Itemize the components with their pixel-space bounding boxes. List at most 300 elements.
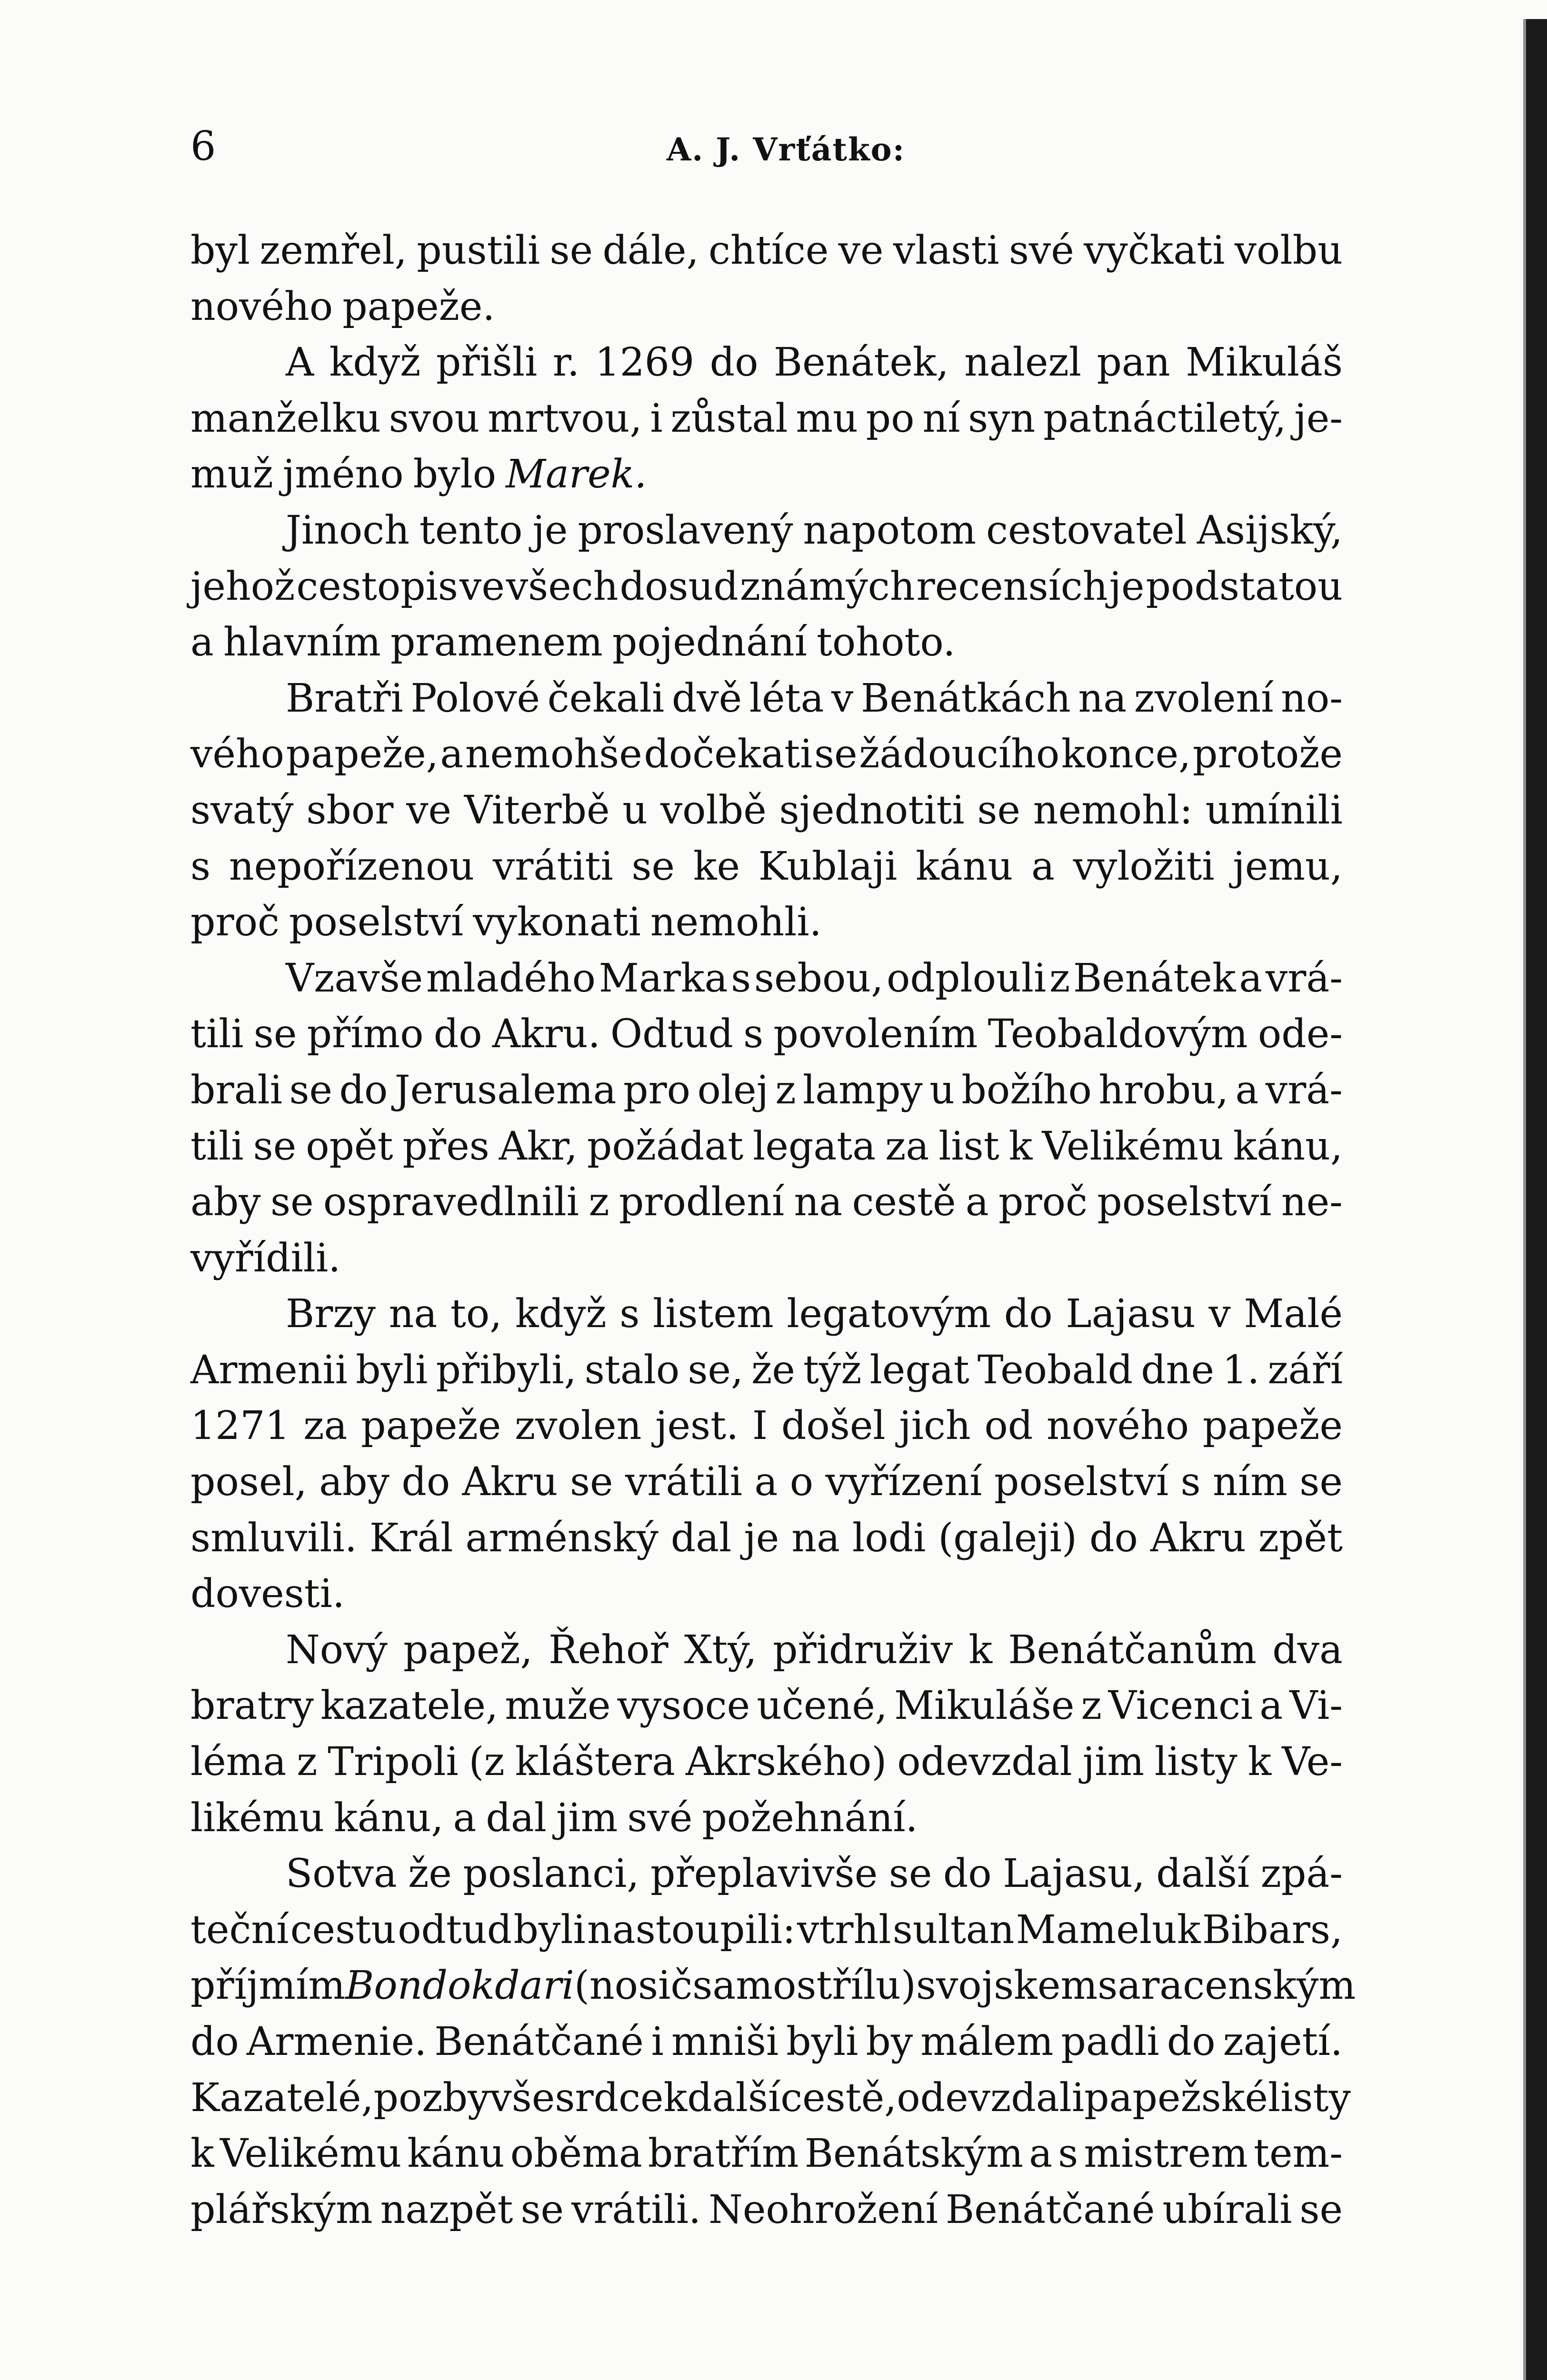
word: Armenie. xyxy=(246,2019,427,2064)
word: odevzdali xyxy=(897,2075,1085,2121)
word: se xyxy=(888,1851,932,1897)
word: ode- xyxy=(1258,1012,1343,1057)
word: na xyxy=(389,1291,438,1337)
word: vrá- xyxy=(1265,955,1343,1001)
word: proslavený xyxy=(578,507,793,553)
word: ne- xyxy=(1281,1180,1343,1225)
word: napotom xyxy=(803,507,977,553)
word: Viterbě xyxy=(464,787,610,833)
word: Vzavše xyxy=(286,955,423,1001)
word: Mikuláš xyxy=(1186,340,1343,386)
text-line xyxy=(190,726,1343,783)
word: všech xyxy=(506,564,619,609)
text-line xyxy=(190,391,1343,447)
word: Řehoř xyxy=(548,1627,669,1673)
word: nového xyxy=(190,284,333,329)
word: přímo xyxy=(307,1012,424,1057)
word: se xyxy=(549,228,593,273)
word: tili xyxy=(190,1012,244,1057)
word: 1269 xyxy=(595,340,695,386)
word: se xyxy=(270,1180,314,1225)
word: dále, xyxy=(602,228,699,273)
word: božího xyxy=(961,1067,1092,1113)
word: saracenským xyxy=(1098,1963,1356,2009)
word: I xyxy=(752,1403,768,1449)
word: je xyxy=(532,507,568,553)
word: Odtud xyxy=(610,1012,733,1057)
word: Teobaldovým xyxy=(988,1012,1248,1057)
word: r. xyxy=(552,340,580,386)
word: s xyxy=(190,843,211,889)
word: odplouli xyxy=(887,955,1047,1001)
text-line xyxy=(190,1902,1343,1958)
word: Polové xyxy=(410,675,540,721)
running-head: A. J. Vrťátko: xyxy=(667,131,906,168)
word: list xyxy=(938,1123,999,1169)
word: týž xyxy=(803,1347,862,1393)
page-number: 6 xyxy=(190,123,216,169)
word: ospravedlnili xyxy=(323,1180,579,1225)
word: Benátčané xyxy=(945,2187,1155,2232)
word: (z xyxy=(469,1739,505,1785)
word: učené, xyxy=(757,1683,888,1729)
word: oběma xyxy=(510,2131,642,2177)
text-line xyxy=(190,839,1343,895)
word: požádat xyxy=(587,1123,744,1169)
word: vojskem xyxy=(936,1963,1098,2009)
word: zvolení xyxy=(1134,675,1274,721)
word: (galeji) xyxy=(938,1515,1078,1561)
text-line xyxy=(190,1790,1343,1846)
word: mistrem xyxy=(1084,2131,1248,2177)
word: Král xyxy=(369,1515,453,1561)
word: je xyxy=(1109,564,1145,609)
word: v xyxy=(1208,1291,1231,1337)
word: pro xyxy=(623,1067,691,1113)
word: se xyxy=(253,1012,297,1057)
word: září xyxy=(1268,1347,1343,1393)
word: do xyxy=(1167,2019,1216,2064)
word: z xyxy=(589,1180,609,1225)
word: syn xyxy=(968,396,1036,441)
word: Benátčanům xyxy=(1008,1627,1257,1673)
word: a xyxy=(965,1180,989,1225)
word: poselství xyxy=(994,1459,1169,1505)
word: vrátili xyxy=(625,1459,743,1505)
word: Vi- xyxy=(1289,1683,1343,1729)
text-line xyxy=(190,1678,1343,1734)
word: za xyxy=(885,1123,929,1169)
word: byli xyxy=(356,1347,428,1393)
word: Armenii xyxy=(190,1347,348,1393)
word: k xyxy=(1008,1123,1033,1169)
word: málem xyxy=(920,2019,1054,2064)
word: Vicenci xyxy=(1108,1683,1253,1729)
word: srdce xyxy=(555,2075,664,2121)
word: povolením xyxy=(773,1012,978,1057)
word: konce, xyxy=(1061,732,1191,777)
word: se xyxy=(1299,1459,1343,1505)
text-line xyxy=(190,503,1343,559)
word: jim xyxy=(1082,1739,1145,1785)
text-line xyxy=(190,1342,1343,1398)
word: listem xyxy=(652,1291,774,1337)
word: jest. xyxy=(655,1403,739,1449)
word: mniši xyxy=(671,2019,779,2064)
word: zůstal xyxy=(670,396,788,441)
word: bratry xyxy=(190,1683,314,1729)
word: papeže, xyxy=(286,732,439,777)
word: lodi xyxy=(852,1515,926,1561)
page-header xyxy=(190,120,1343,172)
italic-word: Marek. xyxy=(506,452,647,497)
word: by xyxy=(866,2019,913,2064)
word: vyřídili. xyxy=(190,1235,341,1281)
word: vého xyxy=(190,732,285,777)
word: Akru xyxy=(462,1459,558,1505)
word: do xyxy=(1089,1515,1138,1561)
word: teční xyxy=(190,1907,289,1953)
word: nalezl xyxy=(964,340,1081,386)
text-line xyxy=(190,1622,1343,1678)
word: s xyxy=(743,1012,764,1057)
word: s xyxy=(619,1291,640,1337)
word: byl xyxy=(190,228,250,273)
word: papeže xyxy=(361,1403,501,1449)
text-line xyxy=(190,2182,1343,2238)
word: kánu xyxy=(916,843,1013,889)
word: k xyxy=(1248,1739,1272,1785)
word: sultan xyxy=(892,1907,1015,1953)
word: do xyxy=(943,1851,992,1897)
word: patnáctiletý, xyxy=(1043,396,1287,441)
text-line xyxy=(190,1958,1356,2014)
word: jemu, xyxy=(1233,843,1343,889)
word: se xyxy=(1299,2187,1343,2232)
word: poselství xyxy=(289,900,464,945)
word: muž xyxy=(190,452,273,497)
word: mladého xyxy=(426,955,596,1001)
text-line xyxy=(190,1286,1343,1342)
word: 1271 xyxy=(190,1403,290,1449)
word: Neohrožení xyxy=(709,2187,938,2232)
word: kánu, xyxy=(334,1795,444,1841)
word: Jinoch xyxy=(286,507,410,553)
word: s xyxy=(1058,2131,1078,2177)
word: ve xyxy=(459,564,505,609)
word: dovesti. xyxy=(190,1571,345,1617)
word: plářským xyxy=(190,2187,373,2232)
word: čekali xyxy=(547,675,665,721)
word: 1. xyxy=(1222,1347,1260,1393)
word: vysoce xyxy=(617,1683,750,1729)
word: Brzy xyxy=(286,1291,376,1337)
word: se xyxy=(520,2187,564,2232)
word: Teobald xyxy=(977,1347,1133,1393)
word: přeplavivše xyxy=(650,1851,878,1897)
word: mu xyxy=(796,396,858,441)
word: pustili xyxy=(417,228,540,273)
word: poselství xyxy=(1097,1180,1272,1225)
word: u xyxy=(622,787,648,833)
text-line xyxy=(190,671,1343,727)
word: cestě xyxy=(852,1180,956,1225)
word: bratřím xyxy=(648,2131,799,2177)
word: Ve- xyxy=(1282,1739,1343,1785)
word: pan xyxy=(1097,340,1170,386)
word: no- xyxy=(1281,675,1343,721)
word: pojednání xyxy=(612,620,807,665)
word: A xyxy=(286,340,314,386)
word: se xyxy=(253,1123,297,1169)
text-line xyxy=(190,2126,1343,2182)
word: (nosič xyxy=(574,1963,693,2009)
word: samostřílu) xyxy=(692,1963,916,2009)
text-line xyxy=(190,1846,1343,1902)
word: umínili xyxy=(1205,787,1343,833)
word: odevzdal xyxy=(897,1739,1072,1785)
word: když xyxy=(515,1291,607,1337)
word: zpá- xyxy=(1260,1851,1343,1897)
word: k xyxy=(663,2075,688,2121)
word: o xyxy=(789,1459,814,1505)
word: Sotva xyxy=(286,1851,397,1897)
word: vyčkati xyxy=(1084,228,1225,273)
word: nemohše xyxy=(465,732,642,777)
word: nazpět xyxy=(380,2187,513,2232)
word: listy xyxy=(1154,1739,1238,1785)
word: Akru xyxy=(1150,1515,1246,1561)
word: byli xyxy=(513,1907,586,1953)
word: tem- xyxy=(1254,2131,1343,2177)
word: dne xyxy=(1141,1347,1215,1393)
word: podstatou xyxy=(1146,564,1343,609)
word: přišli xyxy=(436,340,538,386)
text-line xyxy=(190,1174,1343,1230)
word: muže xyxy=(505,1683,611,1729)
word: požehnání. xyxy=(702,1795,918,1841)
word: svatý xyxy=(190,787,294,833)
word: léta xyxy=(749,675,824,721)
word: jméno xyxy=(282,452,404,497)
word: cestě, xyxy=(780,2075,897,2121)
word: s xyxy=(916,1963,936,2009)
word: proč xyxy=(190,900,279,945)
word: a xyxy=(1259,1683,1283,1729)
word: a xyxy=(190,620,214,665)
word: se xyxy=(977,787,1020,833)
word: Nový xyxy=(286,1627,388,1673)
word: cestopis xyxy=(296,564,458,609)
page-edge xyxy=(1526,19,1547,2380)
word: do xyxy=(433,1012,482,1057)
word: z xyxy=(775,1067,796,1113)
word: žádoucího xyxy=(859,732,1060,777)
word: sjednotiti xyxy=(779,787,965,833)
word: Bratři xyxy=(286,675,403,721)
text-line xyxy=(190,1454,1343,1510)
word: nastoupili: xyxy=(587,1907,796,1953)
word: hlavním xyxy=(223,620,381,665)
word: nemohli. xyxy=(650,900,822,945)
word: tili xyxy=(190,1123,244,1169)
word: byli xyxy=(786,2019,858,2064)
word: na xyxy=(794,1180,843,1225)
word: jich xyxy=(899,1403,971,1449)
word: sebou, xyxy=(754,955,884,1001)
word: přibyli, xyxy=(436,1347,577,1393)
word: nového xyxy=(1046,1403,1189,1449)
text-line xyxy=(190,335,1343,391)
word: s xyxy=(731,955,751,1001)
word: aby xyxy=(190,1180,261,1225)
word: mrtvou, xyxy=(488,396,642,441)
word: legatovým xyxy=(787,1291,991,1337)
word: přes xyxy=(402,1123,489,1169)
word: kánu xyxy=(407,2131,505,2177)
word: chtíce xyxy=(708,228,829,273)
word: pramenem xyxy=(390,620,603,665)
word: z xyxy=(1049,955,1070,1001)
word: Xtý, xyxy=(684,1627,757,1673)
word: volbě xyxy=(660,787,767,833)
text-line xyxy=(190,2014,1343,2070)
text-line xyxy=(190,615,1343,671)
word: olej xyxy=(697,1067,769,1113)
word: ubírali xyxy=(1162,2187,1292,2232)
word: vyložiti xyxy=(1073,843,1215,889)
body-text xyxy=(190,223,1356,2238)
word: brali xyxy=(190,1067,283,1113)
word: se, xyxy=(688,1347,744,1393)
word: tento xyxy=(419,507,523,553)
word: po xyxy=(866,396,915,441)
text-line xyxy=(190,951,1343,1007)
word: že xyxy=(408,1851,452,1897)
text-line xyxy=(190,1734,1343,1790)
word: zvolen xyxy=(514,1403,642,1449)
word: opět xyxy=(306,1123,393,1169)
word: zemřel, xyxy=(259,228,407,273)
word: se xyxy=(569,1459,613,1505)
word: protože xyxy=(1192,732,1343,777)
word: ní xyxy=(922,396,960,441)
word: padli xyxy=(1061,2019,1159,2064)
text-line xyxy=(190,1006,1343,1062)
word: i xyxy=(650,396,663,441)
word: smluvili. xyxy=(190,1515,357,1561)
text-line xyxy=(190,2070,1351,2126)
word: je- xyxy=(1294,396,1343,441)
word: vrátili. xyxy=(571,2187,701,2232)
word: od xyxy=(984,1403,1033,1449)
word: vykonati xyxy=(473,900,641,945)
word: vrátiti xyxy=(492,843,613,889)
word: svou xyxy=(389,396,480,441)
word: za xyxy=(303,1403,348,1449)
word: Jerusalema xyxy=(394,1067,617,1113)
italic-word: Bondokdari xyxy=(345,1963,574,2009)
word: s xyxy=(1180,1459,1201,1505)
word: volbu xyxy=(1234,228,1343,273)
text-line xyxy=(190,783,1343,839)
word: poslanci, xyxy=(463,1851,639,1897)
word: nepořízenou xyxy=(229,843,475,889)
word: Asijský, xyxy=(1197,507,1343,553)
word: kazatele, xyxy=(320,1683,499,1729)
word: a xyxy=(1029,2131,1053,2177)
word: když xyxy=(329,340,421,386)
word: vyřízení xyxy=(825,1459,982,1505)
word: aby xyxy=(319,1459,389,1505)
word: papeže xyxy=(1202,1403,1343,1449)
word: Benátek xyxy=(1073,955,1236,1001)
word: ve xyxy=(838,228,884,273)
text-line xyxy=(190,1566,1343,1622)
word: i xyxy=(651,2019,664,2064)
word: jehož xyxy=(190,564,295,609)
word: příjmím xyxy=(190,1963,346,2009)
word: Mameluk xyxy=(1016,1907,1201,1953)
word: legata xyxy=(753,1123,876,1169)
text-line xyxy=(190,446,1343,503)
word: došel xyxy=(781,1403,886,1449)
word: Kazatelé, xyxy=(190,2075,374,2121)
word: a xyxy=(1235,1067,1259,1113)
word: Velikému xyxy=(220,2131,402,2177)
word: se xyxy=(814,732,858,777)
word: recensích xyxy=(916,564,1108,609)
word: proč xyxy=(998,1180,1088,1225)
text-line xyxy=(190,1062,1343,1119)
word: pozbyvše xyxy=(373,2075,555,2121)
word: Mikuláše xyxy=(894,1683,1075,1729)
word: přidruživ xyxy=(772,1627,953,1673)
word: Benátek, xyxy=(773,340,949,386)
word: lampy xyxy=(803,1067,923,1113)
word: z xyxy=(1081,1683,1102,1729)
word: jim xyxy=(556,1795,618,1841)
word: papežské xyxy=(1084,2075,1268,2121)
text-line xyxy=(190,1398,1343,1454)
word: papeže. xyxy=(342,284,495,329)
word: likému xyxy=(190,1795,325,1841)
word: a xyxy=(1239,955,1263,1001)
word: Akru. xyxy=(492,1012,600,1057)
word: hrobu, xyxy=(1098,1067,1229,1113)
word: vrá- xyxy=(1265,1067,1343,1113)
word: Velikému xyxy=(1042,1123,1224,1169)
word: vtrhl xyxy=(797,1907,891,1953)
text-line xyxy=(190,1510,1343,1567)
word: a xyxy=(453,1795,477,1841)
word: k xyxy=(190,2131,214,2177)
text-line xyxy=(190,1230,1343,1287)
word: Lajasu, xyxy=(1003,1851,1145,1897)
word: a xyxy=(440,732,464,777)
word: sbor xyxy=(306,787,394,833)
word: posel, xyxy=(190,1459,307,1505)
word: na xyxy=(791,1515,840,1561)
word: dvě xyxy=(671,675,742,721)
word: vlasti xyxy=(893,228,999,273)
word: prodlení xyxy=(619,1180,785,1225)
word: je xyxy=(744,1515,779,1561)
word: cestu xyxy=(290,1907,396,1953)
word: kánu, xyxy=(1233,1123,1343,1169)
word: své xyxy=(1008,228,1074,273)
word: bylo xyxy=(413,452,497,497)
